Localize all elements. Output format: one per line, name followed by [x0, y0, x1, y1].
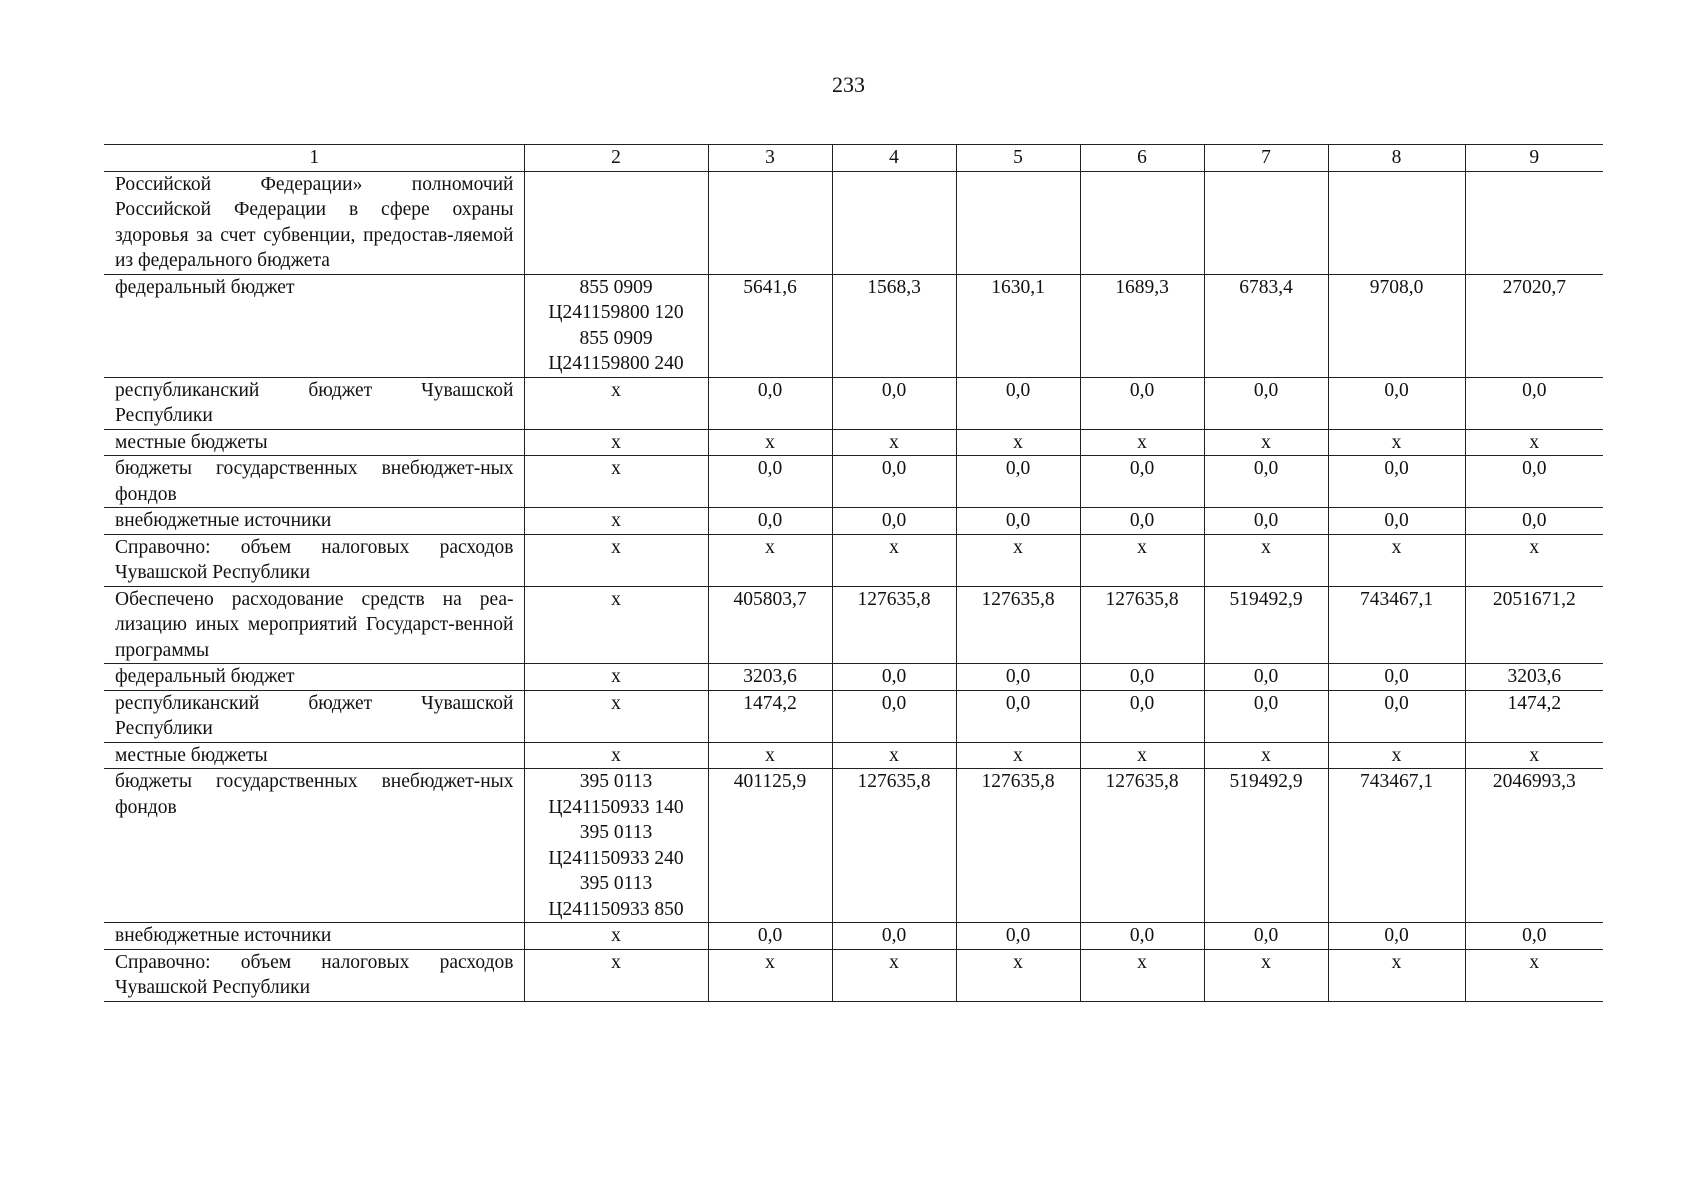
value-cell: x [1080, 534, 1204, 586]
budget-code-cell [524, 923, 708, 950]
row-label: внебюджетные источники [104, 508, 524, 535]
value-cell: 3203,6 [708, 664, 832, 691]
value-cell: x [708, 429, 832, 456]
row-label: внебюджетные источники [104, 923, 524, 950]
table-row [104, 508, 1603, 535]
budget-code: Ц241150933 850 [548, 898, 684, 920]
row-label: Справочно: объем налоговых расходов Чувашской Республики [104, 534, 524, 586]
value-cell: 0,0 [832, 690, 956, 742]
value-cell: 0,0 [832, 508, 956, 535]
value-cell [832, 171, 956, 274]
budget-code: x [611, 458, 621, 479]
value-cell: 0,0 [1080, 664, 1204, 691]
value-cell: 6783,4 [1204, 274, 1328, 377]
table-row [104, 769, 1603, 923]
page-number: 233 [832, 72, 865, 97]
budget-code-cell [524, 949, 708, 1001]
column-header: 9 [1465, 145, 1603, 172]
value-cell: 0,0 [832, 923, 956, 950]
value-cell: 0,0 [1080, 508, 1204, 535]
budget-code: x [611, 379, 621, 401]
value-cell: 0,0 [956, 923, 1080, 950]
budget-code: 395 0113 [579, 771, 653, 792]
value-cell: 401125,9 [708, 769, 832, 923]
row-label: Российской Федерации» полномочий Российской Федерации в сфере охраны здоровья за счет субвенции, предостав-ляемой из федерального бюджета [104, 171, 524, 274]
value-cell: 9708,0 [1328, 274, 1465, 377]
value-cell: 5641,6 [708, 274, 832, 377]
value-cell: 0,0 [1204, 690, 1328, 742]
budget-code-cell [524, 586, 708, 664]
budget-code: 855 0909 [579, 327, 653, 349]
value-cell: 127635,8 [1080, 586, 1204, 664]
value-cell: 1474,2 [1465, 690, 1603, 742]
value-cell [1204, 171, 1328, 274]
value-cell: x [1465, 429, 1603, 456]
value-cell: 127635,8 [832, 586, 956, 664]
row-label: бюджеты государственных внебюджет-ных фондов [104, 769, 524, 923]
value-cell [956, 171, 1080, 274]
budget-code: Ц241150933 140 [548, 796, 684, 818]
budget-code: x [611, 588, 621, 610]
table-row [104, 377, 1603, 429]
value-cell: 0,0 [1204, 923, 1328, 950]
value-cell: 127635,8 [1080, 769, 1204, 923]
value-cell: 0,0 [708, 923, 832, 950]
column-header: 8 [1328, 145, 1465, 172]
budget-code-cell [524, 690, 708, 742]
value-cell [1465, 171, 1603, 274]
table-row [104, 274, 1603, 377]
value-cell: 0,0 [1465, 456, 1603, 508]
row-label: местные бюджеты [104, 429, 524, 456]
value-cell [1080, 171, 1204, 274]
value-cell: 0,0 [1328, 508, 1465, 535]
value-cell: x [1328, 534, 1465, 586]
table-row [104, 429, 1603, 456]
row-label: республиканский бюджет Чувашской Республики [104, 377, 524, 429]
value-cell: x [1080, 429, 1204, 456]
value-cell: 0,0 [1080, 923, 1204, 950]
value-cell: 0,0 [1204, 456, 1328, 508]
table-row [104, 171, 1603, 274]
value-cell: 0,0 [956, 508, 1080, 535]
budget-code: 855 0909 [579, 276, 653, 298]
budget-code: 395 0113 [579, 822, 653, 843]
value-cell: 0,0 [1465, 923, 1603, 950]
budget-code: x [611, 666, 621, 687]
column-header: 2 [524, 145, 708, 172]
value-cell: 0,0 [956, 456, 1080, 508]
value-cell: x [708, 949, 832, 1001]
value-cell: x [1328, 949, 1465, 1001]
value-cell: 0,0 [832, 664, 956, 691]
budget-code: x [611, 536, 621, 558]
value-cell: 405803,7 [708, 586, 832, 664]
value-cell: x [832, 742, 956, 769]
value-cell: x [1204, 949, 1328, 1001]
row-label: Обеспечено расходование средств на реа-лизацию иных мероприятий Государст-венной программы [104, 586, 524, 664]
budget-code: x [611, 744, 621, 766]
table-row [104, 664, 1603, 691]
budget-code: 395 0113 [579, 873, 653, 894]
value-cell: x [832, 429, 956, 456]
value-cell: x [832, 534, 956, 586]
column-header: 7 [1204, 145, 1328, 172]
value-cell: 0,0 [1204, 664, 1328, 691]
value-cell: 0,0 [1080, 690, 1204, 742]
value-cell: 743467,1 [1328, 769, 1465, 923]
value-cell: x [1204, 534, 1328, 586]
value-cell: x [956, 429, 1080, 456]
budget-code-cell [524, 769, 708, 923]
value-cell: 0,0 [956, 377, 1080, 429]
value-cell: 0,0 [1204, 377, 1328, 429]
value-cell: x [1465, 534, 1603, 586]
budget-code: x [611, 925, 621, 946]
column-header: 4 [832, 145, 956, 172]
value-cell: 1568,3 [832, 274, 956, 377]
budget-code-cell [524, 534, 708, 586]
value-cell: 0,0 [1080, 377, 1204, 429]
value-cell: 519492,9 [1204, 586, 1328, 664]
value-cell: 0,0 [956, 690, 1080, 742]
value-cell: x [1328, 429, 1465, 456]
value-cell: 0,0 [832, 377, 956, 429]
value-cell: x [956, 949, 1080, 1001]
column-header: 5 [956, 145, 1080, 172]
value-cell: x [1465, 949, 1603, 1001]
budget-code-cell [524, 429, 708, 456]
value-cell: 1689,3 [1080, 274, 1204, 377]
budget-code: Ц241159800 120 [548, 302, 684, 323]
header-row [104, 145, 1603, 172]
value-cell: 0,0 [956, 664, 1080, 691]
value-cell: x [1080, 949, 1204, 1001]
budget-code-cell [524, 742, 708, 769]
value-cell: 3203,6 [1465, 664, 1603, 691]
value-cell: x [1204, 429, 1328, 456]
row-label: федеральный бюджет [104, 274, 524, 377]
budget-code: x [611, 692, 621, 714]
column-header: 3 [708, 145, 832, 172]
value-cell: 127635,8 [832, 769, 956, 923]
value-cell: x [708, 742, 832, 769]
budget-code: x [611, 951, 621, 973]
value-cell: 2046993,3 [1465, 769, 1603, 923]
budget-code-cell [524, 171, 708, 274]
budget-code-cell [524, 508, 708, 535]
row-label: бюджеты государственных внебюджет-ных фондов [104, 456, 524, 508]
value-cell: 0,0 [1080, 456, 1204, 508]
value-cell [1328, 171, 1465, 274]
value-cell: 0,0 [1328, 690, 1465, 742]
table-row [104, 690, 1603, 742]
budget-code: Ц241150933 240 [548, 847, 684, 869]
budget-code: Ц241159800 240 [548, 353, 684, 374]
value-cell: x [1465, 742, 1603, 769]
budget-code: x [611, 431, 621, 453]
value-cell: 2051671,2 [1465, 586, 1603, 664]
value-cell: x [708, 534, 832, 586]
table-row [104, 923, 1603, 950]
row-label: федеральный бюджет [104, 664, 524, 691]
value-cell: x [1080, 742, 1204, 769]
value-cell: x [832, 949, 956, 1001]
budget-table [104, 144, 1603, 1002]
value-cell: 0,0 [708, 377, 832, 429]
row-label: местные бюджеты [104, 742, 524, 769]
value-cell: 1630,1 [956, 274, 1080, 377]
value-cell: 27020,7 [1465, 274, 1603, 377]
table-row [104, 456, 1603, 508]
value-cell: 0,0 [1328, 664, 1465, 691]
value-cell [708, 171, 832, 274]
value-cell: 0,0 [1204, 508, 1328, 535]
value-cell: x [956, 742, 1080, 769]
budget-code-cell [524, 456, 708, 508]
column-header: 6 [1080, 145, 1204, 172]
row-label: республиканский бюджет Чувашской Республики [104, 690, 524, 742]
value-cell: 519492,9 [1204, 769, 1328, 923]
value-cell: 743467,1 [1328, 586, 1465, 664]
table-row [104, 586, 1603, 664]
value-cell: 0,0 [708, 456, 832, 508]
value-cell: 0,0 [1465, 508, 1603, 535]
table-body [104, 145, 1603, 1002]
table-row [104, 949, 1603, 1001]
table-row [104, 534, 1603, 586]
budget-code: x [611, 510, 621, 531]
budget-code-cell [524, 664, 708, 691]
value-cell: 0,0 [708, 508, 832, 535]
value-cell: x [1328, 742, 1465, 769]
value-cell: x [956, 534, 1080, 586]
value-cell: 0,0 [1328, 923, 1465, 950]
value-cell: 0,0 [832, 456, 956, 508]
table-row [104, 742, 1603, 769]
value-cell: 0,0 [1465, 377, 1603, 429]
value-cell: 127635,8 [956, 586, 1080, 664]
value-cell: 0,0 [1328, 377, 1465, 429]
column-header: 1 [104, 145, 524, 172]
budget-code-cell [524, 274, 708, 377]
row-label: Справочно: объем налоговых расходов Чувашской Республики [104, 949, 524, 1001]
value-cell: 0,0 [1328, 456, 1465, 508]
value-cell: 127635,8 [956, 769, 1080, 923]
value-cell: x [1204, 742, 1328, 769]
budget-code-cell [524, 377, 708, 429]
value-cell: 1474,2 [708, 690, 832, 742]
